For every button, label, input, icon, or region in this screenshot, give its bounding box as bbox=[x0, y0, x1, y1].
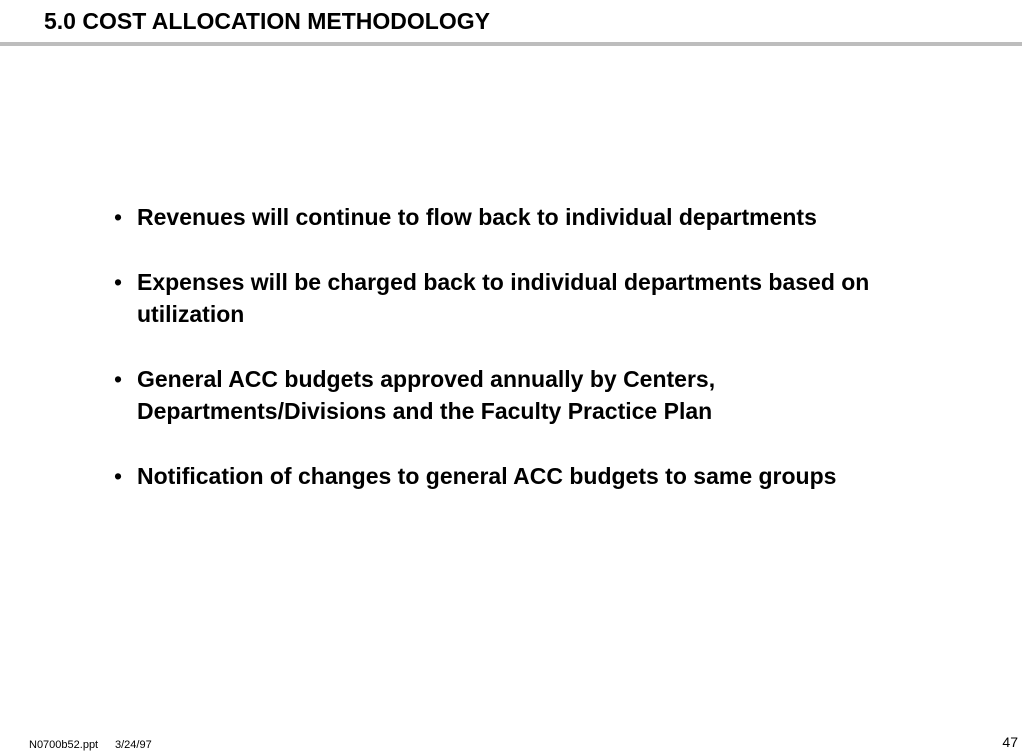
bullet-text: General ACC budgets approved annually by Centers, Departments/Divisions and the Faculty Practice Plan bbox=[137, 366, 716, 424]
footer-filename: N0700b52.ppt bbox=[29, 739, 99, 751]
bullet-text: Expenses will be charged back to individual departments based on utilization bbox=[137, 269, 870, 327]
slide-title: 5.0 COST ALLOCATION METHODOLOGY bbox=[44, 8, 490, 34]
bullet-list bbox=[114, 201, 894, 525]
page-number: 47 bbox=[1002, 734, 1018, 750]
bullet-marker: • bbox=[114, 366, 123, 392]
bullet-marker: • bbox=[114, 269, 123, 295]
bullet-marker: • bbox=[114, 204, 123, 230]
bullet-item bbox=[114, 460, 894, 492]
title-divider bbox=[0, 42, 1022, 46]
bullet-text: Notification of changes to general ACC budgets to same groups bbox=[137, 463, 837, 489]
bullet-text: Revenues will continue to flow back to individual departments bbox=[137, 204, 817, 230]
footer-date: 3/24/97 bbox=[115, 739, 152, 751]
bullet-item bbox=[114, 201, 894, 233]
bullet-marker: • bbox=[114, 463, 123, 489]
bullet-item bbox=[114, 266, 894, 330]
bullet-item bbox=[114, 363, 894, 427]
